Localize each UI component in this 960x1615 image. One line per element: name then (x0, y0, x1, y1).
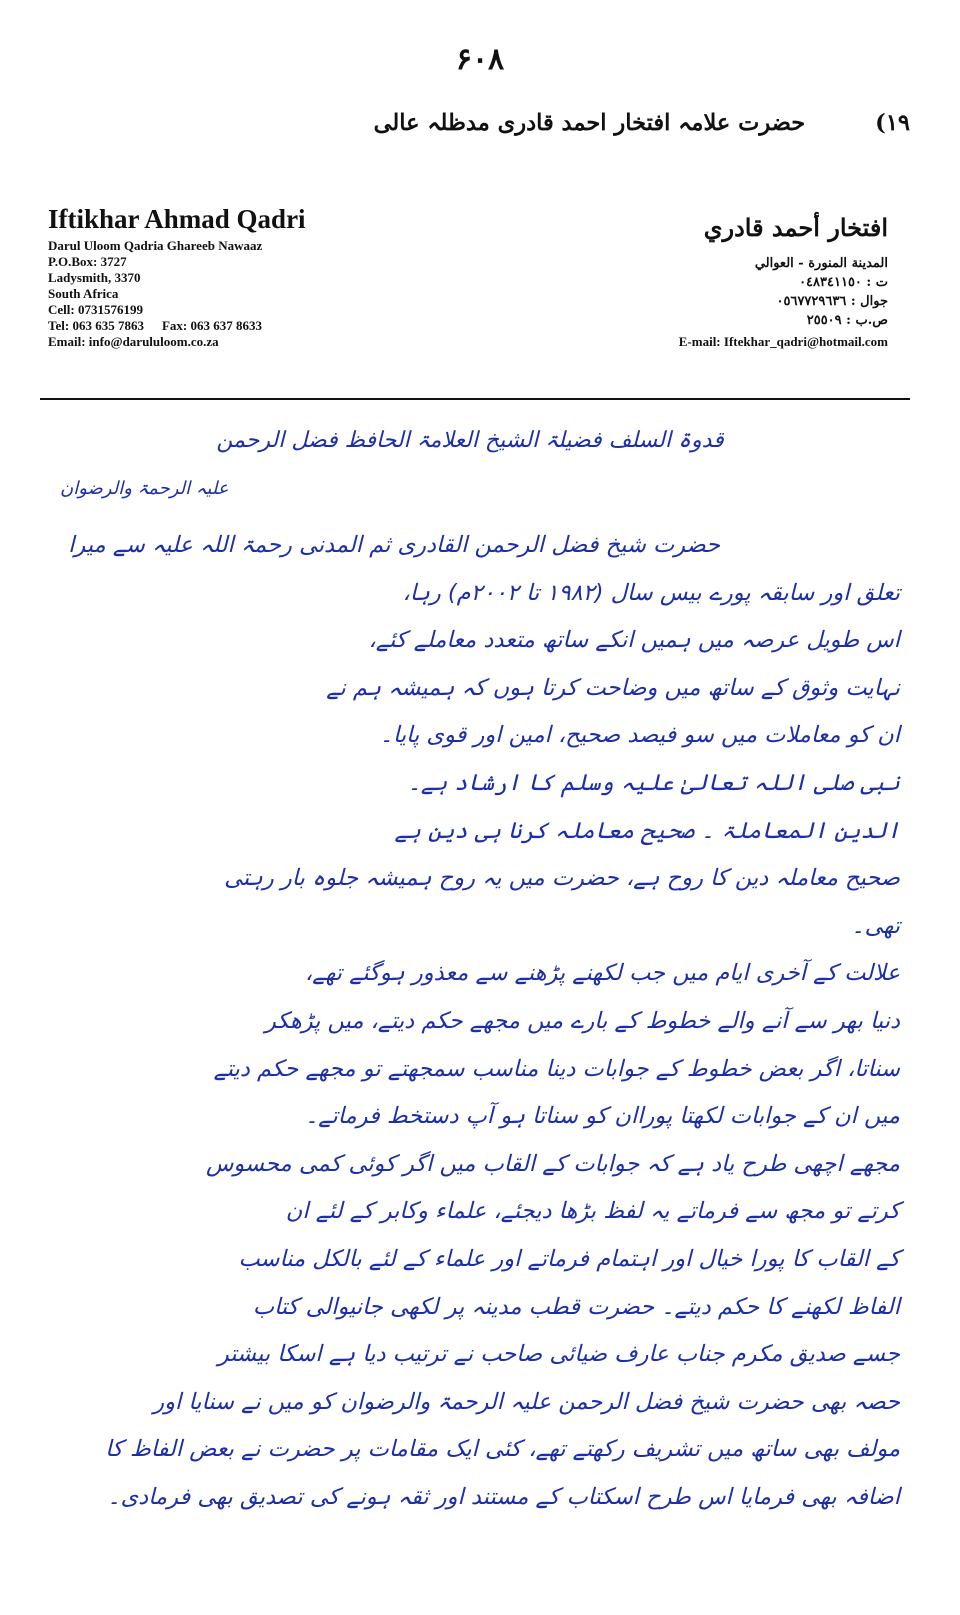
letter-line: مولف بھی ساتھ میں تشریف رکھتے تھے، کئی ایک مقامات پر حضرت نے بعض الفاظ کا (105, 1436, 900, 1463)
letter-line: میں ان کے جوابات لکھتا پوراان کو سناتا ہو آپ دستخط فرماتے۔ (305, 1103, 900, 1130)
letter-line: تھی۔ (851, 912, 900, 939)
email-arabic-side: E-mail: Iftekhar_qadri@hotmail.com (678, 334, 888, 349)
letterhead-name-arabic: افتخار أحمد قادري (703, 213, 888, 242)
email-english: Email: info@darululoom.co.za (48, 334, 219, 349)
po-box-arabic: ص.ب : ٢٥٥٠٩ (806, 313, 888, 328)
letter-line: جسے صدیق مکرم جناب عارف ضیائی صاحب نے ترتیب دیا ہے اسکا بیشتر (217, 1341, 900, 1368)
letter-line: سناتا، اگر بعض خطوط کے جوابات دینا مناسب سمجھتے تو مجھے حکم دیتے (213, 1055, 900, 1082)
phone-arabic: ت : ٠٤٨٣٤١١٥٠ (799, 275, 888, 290)
letterhead-english (48, 203, 468, 350)
letter-body (40, 522, 900, 1521)
cell-number: Cell: 0731576199 (48, 302, 143, 317)
address-line-arabic: المدينة المنورة - العوالي (754, 256, 888, 271)
tel-fax-line (48, 318, 468, 334)
address-line: Darul Uloom Qadria Ghareeb Nawaaz (48, 238, 263, 253)
page-number: ۶۰۸ (455, 42, 505, 77)
letterhead-name-english: Iftikhar Ahmad Qadri (48, 204, 306, 234)
letter-line: کرتے تو مجھ سے فرماتے یہ لفظ بڑھا دیجئے، علماء وکابر کے لئے ان (285, 1198, 900, 1225)
letter-line: تعلق اور سابقہ پورے بیس سال (۱۹۸۲ تا ۲۰۰۲م) رہا، (402, 579, 900, 606)
fax-number: Fax: 063 637 8633 (161, 318, 262, 333)
entry-heading (370, 110, 910, 136)
letter-line: حضرت شیخ فضل الرحمن القادری ثم المدنی رحمۃ اللہ علیہ سے میرا (68, 532, 720, 558)
address-line: P.O.Box: 3727 (48, 254, 127, 269)
letterhead-divider (40, 398, 910, 400)
salutation: قدوۃ السلف فضیلۃ الشیخ العلامۃ الحافظ فضل الرحمن (216, 428, 724, 453)
entry-title: حضرت علامہ افتخار احمد قادری مدظلہ عالی (373, 110, 806, 136)
letter-line: اضافہ بھی فرمایا اس طرح اسکتاب کے مستند اور ثقہ ہونے کی تصدیق بھی فرمادی۔ (107, 1483, 900, 1510)
honorific: علیہ الرحمۃ والرضوان (60, 478, 229, 499)
letter-line: کے القاب کا پورا خیال اور اہتمام فرماتے اور علماء کے لئے بالکل مناسب (238, 1245, 900, 1272)
letter-line: مجھے اچھی طرح یاد ہے کہ جوابات کے القاب میں اگر کوئی کمی محسوس (205, 1150, 900, 1177)
address-line: Ladysmith, 3370 (48, 270, 141, 285)
letter-line: دنیا بھر سے آنے والے خطوط کے بارے میں مجھے حکم دیتے، میں پڑھکر (265, 1007, 900, 1034)
address-line: South Africa (48, 286, 119, 301)
tel-number: Tel: 063 635 7863 (48, 318, 144, 333)
letter-line: حصہ بھی حضرت شیخ فضل الرحمن علیہ الرحمۃ والرضوان کو میں نے سنایا اور (153, 1388, 900, 1415)
mobile-arabic: جوال : ٠٥٦٧٧٢٩٦٣٦ (776, 294, 888, 309)
letter-line: نبی صلی اللہ تعالیٰ علیہ وسلم کا ارشاد ہے۔ (407, 769, 900, 796)
letter-line: علالت کے آخری ایام میں جب لکھنے پڑھنے سے معذور ہوگئے تھے، (304, 960, 900, 987)
letter-line: اس طویل عرصہ میں ہمیں انکے ساتھ متعدد معاملے کئے، (368, 627, 900, 654)
letter-line: ان کو معاملات میں سو فیصد صحیح، امین اور قوی پایا۔ (379, 722, 900, 749)
letter-line: صحیح معاملہ دین کا روح ہے، حضرت میں یہ روح ہمیشہ جلوہ بار رہتی (224, 865, 900, 892)
letter-line: الفاظ لکھنے کا حکم دیتے۔ حضرت قطب مدینہ پر لکھی جانیوالی کتاب (252, 1293, 900, 1320)
letterhead-arabic (528, 208, 888, 351)
letter-line: نہایت وثوق کے ساتھ میں وضاحت کرتا ہوں کہ ہمیشہ ہم نے (326, 674, 900, 701)
letter-line: الدین المعاملۃ ۔ صحیح معاملہ کرنا ہی دین ہے (394, 817, 900, 844)
entry-number: ۱۹) (875, 110, 910, 136)
